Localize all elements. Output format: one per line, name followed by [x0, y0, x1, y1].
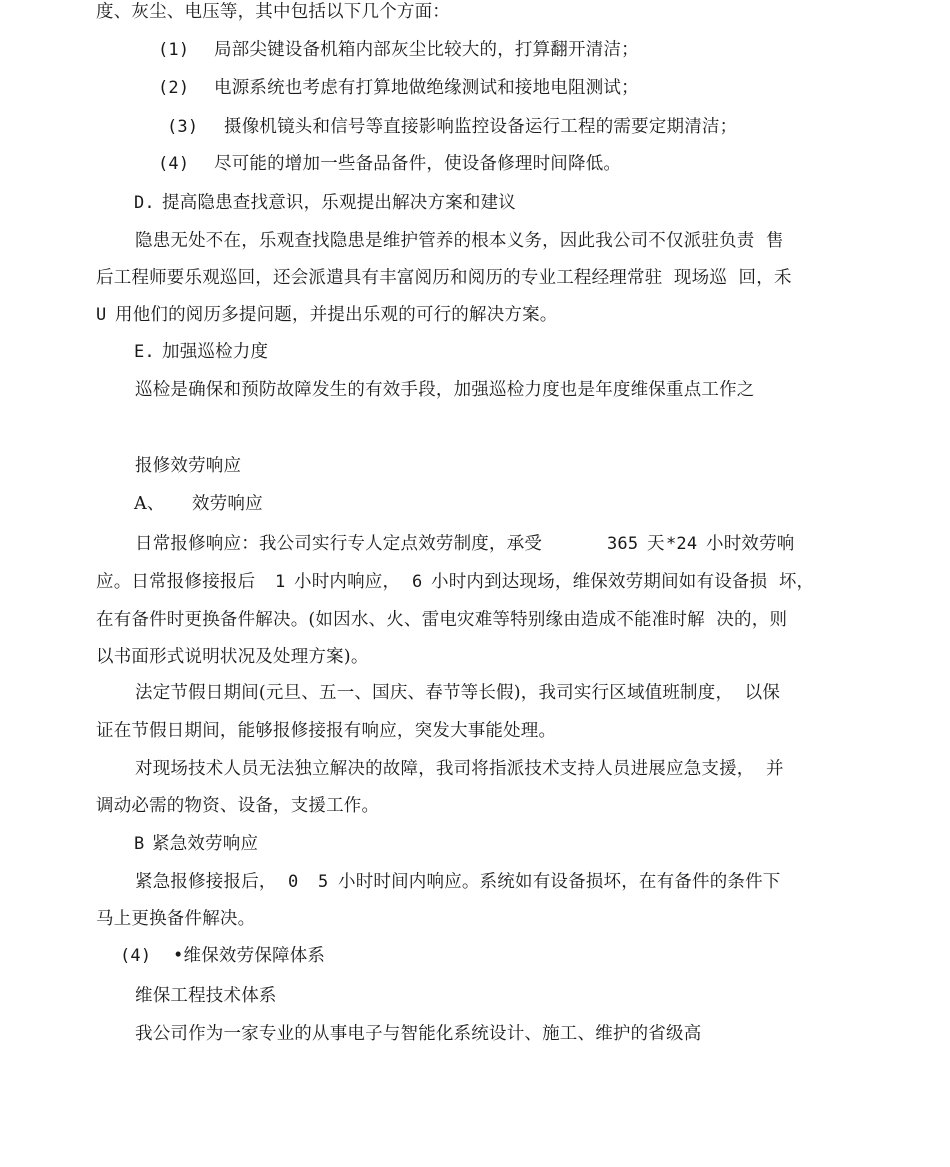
paragraph-line: 巡检是确保和预防故障发生的有效手段，加强巡检力度也是年度维保重点工作之 — [135, 380, 755, 400]
paragraph-line: 小时时间内响应。系统如有设备损坏，在有备件的条件下 — [338, 872, 781, 892]
paragraph-fragment: 5 — [318, 872, 329, 892]
paragraph-line: 在有备件时更换备件解决。(如因水、火、雷电灾难等特别缘由造成不能准时解 决的，则 — [96, 610, 788, 630]
list-number: (3) — [167, 117, 199, 137]
paragraph-fragment: 天 — [647, 534, 665, 554]
paragraph-line: 以书面形式说明状况及处理方案)。 — [96, 647, 369, 667]
list-item-text: 局部尖键设备机箱内部灰尘比较大的，打算翻开清洁； — [214, 40, 639, 60]
paragraph-line: 用他们的阅历多提问题，并提出乐观的可行的解决方案。 — [115, 305, 558, 325]
section-heading: 报修效劳响应 — [135, 456, 242, 476]
section-heading: 效劳响应 — [192, 494, 263, 514]
paragraph-fragment: 6 — [412, 572, 423, 592]
paragraph-line: 隐患无处不在，乐观查找隐患是维护管养的根本义务，因此我公司不仅派驻负责 售 — [135, 231, 784, 251]
paragraph-fragment: *24 — [666, 534, 698, 554]
list-number: (1) — [158, 40, 190, 60]
paragraph-line: 证在节假日期间，能够报修接报有响应，突发大事能处理。 — [96, 721, 557, 741]
paragraph-line: 应。日常报修接报后 — [96, 572, 256, 592]
section-heading: 紧急效劳响应 — [152, 834, 259, 854]
list-number: (2) — [158, 78, 190, 98]
paragraph-line: 后工程师要乐观巡回，还会派遣具有丰富阅历和阅历的专业工程经理常驻 现场巡 回，禾 — [96, 268, 792, 288]
paragraph-fragment: 小时内到达现场，维保效劳期间如有设备损 坏， — [431, 572, 815, 592]
paragraph-line: 度、灰尘、电压等，其中包括以下几个方面： — [96, 2, 450, 22]
section-label: E. — [134, 342, 155, 362]
paragraph-fragment: 小时效劳响 — [706, 534, 795, 554]
paragraph-line: 法定节假日期间(元旦、五一、国庆、春节等长假)，我司实行区域值班制度， 以保 — [135, 683, 781, 703]
list-item-text: 电源系统也考虑有打算地做绝缘测试和接地电阻测试； — [214, 78, 639, 98]
paragraph-line: 马上更换备件解决。 — [96, 909, 256, 929]
list-number: (4) — [158, 154, 190, 174]
section-label: A、 — [134, 494, 165, 514]
section-label: B — [134, 834, 145, 854]
paragraph-line: 日常报修响应：我公司实行专人定点效劳制度，承受 — [135, 534, 543, 554]
list-item-text: 尽可能的增加一些备品备件，使设备修理时间降低。 — [214, 154, 622, 174]
section-label: D. — [134, 193, 155, 213]
paragraph-fragment: 1 — [275, 572, 286, 592]
paragraph-fragment: 0 — [288, 872, 299, 892]
section-heading: 维保工程技术体系 — [135, 986, 277, 1006]
section-heading: 提高隐患查找意识，乐观提出解决方案和建议 — [162, 193, 516, 213]
paragraph-fragment: 365 — [607, 534, 639, 554]
paragraph-line: 对现场技术人员无法独立解决的故障，我司将指派技术支持人员进展应急支援， 并 — [135, 759, 784, 779]
paragraph-line: 调动必需的物资、设备，支援工作。 — [96, 796, 380, 816]
section-heading: 加强巡检力度 — [162, 342, 269, 362]
paragraph-fragment: U — [96, 305, 107, 325]
section-heading: •维保效劳保障体系 — [173, 946, 326, 966]
list-item-text: 摄像机镜头和信号等直接影响监控设备运行工程的需要定期清洁； — [224, 117, 738, 137]
paragraph-line: 我公司作为一家专业的从事电子与智能化系统设计、施工、维护的省级高 — [135, 1024, 702, 1044]
paragraph-line: 紧急报修接报后， — [135, 872, 277, 892]
list-number: (4) — [120, 946, 152, 966]
paragraph-fragment: 小时内响应， — [294, 572, 401, 592]
